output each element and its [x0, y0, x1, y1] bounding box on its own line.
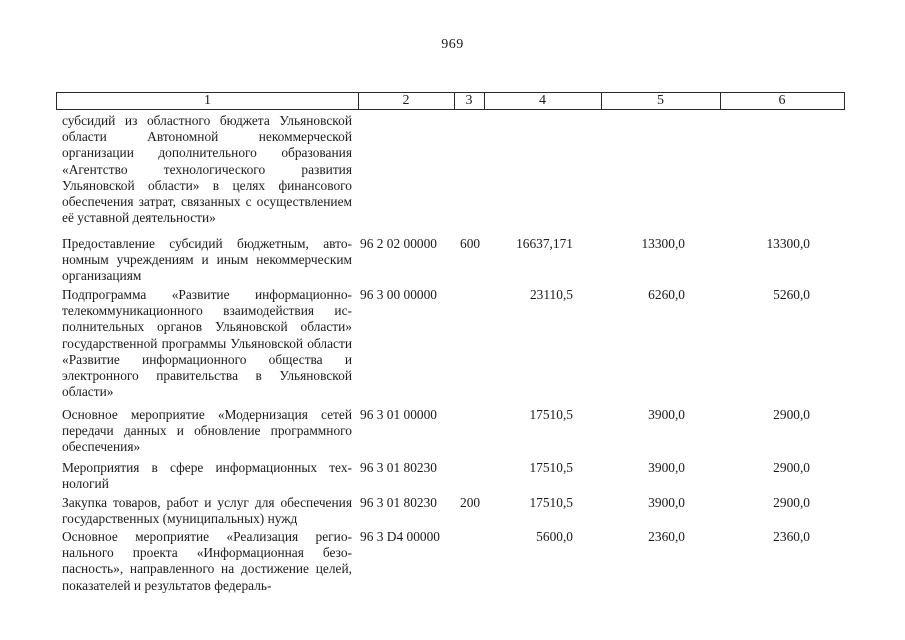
row-2-description: Подпрограмма «Развитие информационно-телекоммуникационного взаимодействия исполнительных органов Ульяновской области» государственной программы Ульяновской области «Развитие информационного общества и электронного правительства в Ульяновской области» [62, 287, 352, 400]
row-1-value-5: 13300,0 [641, 236, 685, 251]
row-3-value-4: 17510,5 [529, 407, 573, 422]
row-6-value-5: 2360,0 [648, 529, 685, 544]
row-6-description: Основное мероприятие «Реализация регионального проекта «Информационная безопасность», направленного на достижение целей, показателей и результатов федераль- [62, 529, 352, 593]
row-5-description: Закупка товаров, работ и услуг для обеспечения государственных (муниципальных) нужд [62, 495, 352, 527]
row-1-value-4: 16637,171 [516, 236, 573, 251]
header-col-4: 4 [484, 93, 602, 109]
row-3-code: 96 3 01 00000 [360, 407, 437, 422]
row-3-value-5: 3900,0 [648, 407, 685, 422]
row-1-type: 600 [460, 236, 481, 251]
header-col-5: 5 [601, 93, 721, 109]
table-header-row [56, 92, 845, 110]
row-6-value-6: 2360,0 [773, 529, 810, 544]
row-4-value-4: 17510,5 [529, 460, 573, 475]
header-col-2: 2 [358, 93, 455, 109]
row-6-value-4: 5600,0 [536, 529, 573, 544]
row-5-type: 200 [460, 495, 481, 510]
row-5-value-6: 2900,0 [773, 495, 810, 510]
row-1-value-6: 13300,0 [766, 236, 810, 251]
row-2-value-6: 5260,0 [773, 287, 810, 302]
row-5-value-4: 17510,5 [529, 495, 573, 510]
row-4-value-6: 2900,0 [773, 460, 810, 475]
page-number: 969 [441, 37, 464, 52]
row-4-value-5: 3900,0 [648, 460, 685, 475]
row-6-code: 96 3 D4 00000 [360, 529, 440, 544]
row-2-value-5: 6260,0 [648, 287, 685, 302]
row-0-description: субсидий из областного бюджета Ульяновской области Автономной некоммерческой организации дополнительного образования «Агентство технологического развития Ульяновской области» в целях финансового обеспечения затрат, связанных с осуществлением её уставной деятельности» [62, 113, 352, 226]
row-5-value-5: 3900,0 [648, 495, 685, 510]
row-5-code: 96 3 01 80230 [360, 495, 437, 510]
row-4-description: Мероприятия в сфере информационных технологий [62, 460, 352, 492]
header-col-3: 3 [454, 93, 485, 109]
row-3-value-6: 2900,0 [773, 407, 810, 422]
row-2-code: 96 3 00 00000 [360, 287, 437, 302]
header-col-1: 1 [57, 93, 359, 109]
row-1-description: Предоставление субсидий бюджетным, автономным учреждениям и иным некоммерческим организациям [62, 236, 352, 284]
row-2-value-4: 23110,5 [529, 287, 573, 302]
row-4-code: 96 3 01 80230 [360, 460, 437, 475]
header-col-6: 6 [778, 93, 786, 108]
row-1-code: 96 2 02 00000 [360, 236, 437, 251]
row-3-description: Основное мероприятие «Модернизация сетей передачи данных и обновление программного обеспечения» [62, 407, 352, 455]
